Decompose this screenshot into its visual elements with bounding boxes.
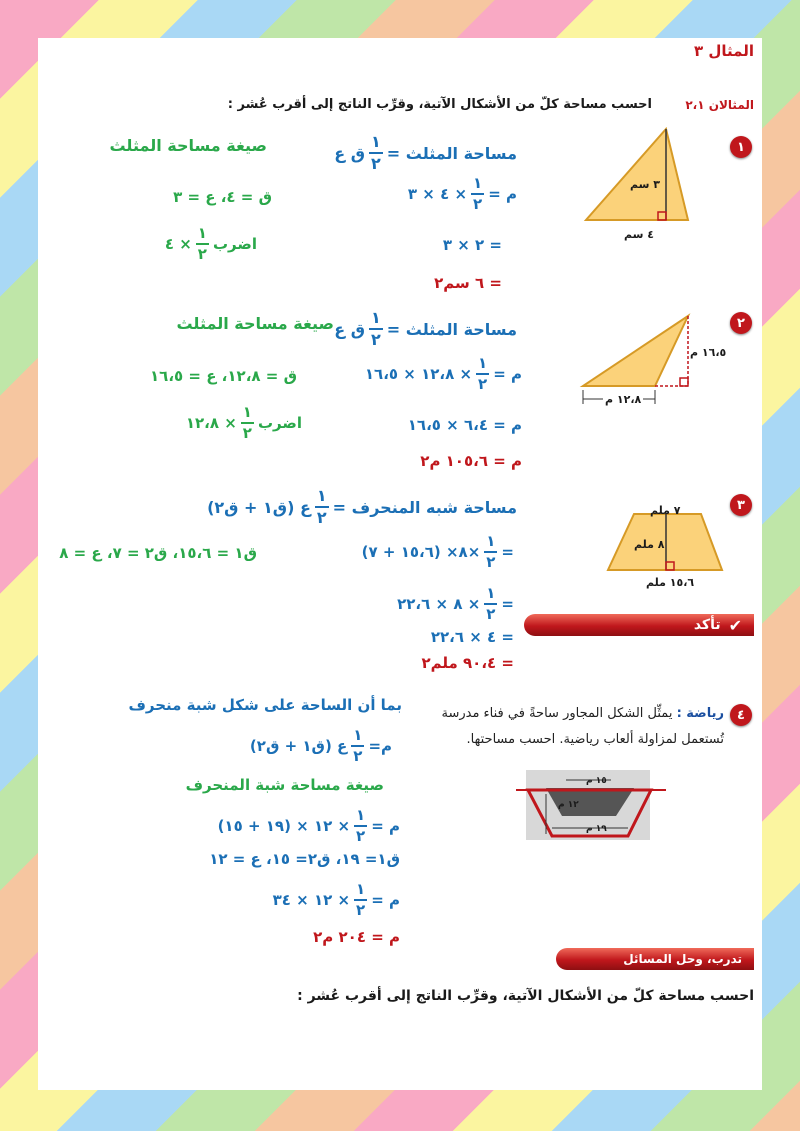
half-fraction: ١ ٢ — [356, 880, 366, 919]
problem-1-formula — [334, 134, 517, 172]
problem-4-result: م = ٢٠٤ م٢ — [313, 928, 400, 946]
problem-2-step2-note: اضرب ١ ٢ × ١٢،٨ — [185, 403, 302, 442]
practice-banner: تدرب، وحل المسائل — [556, 948, 754, 970]
playground-height-label: ١٢ م — [558, 800, 579, 810]
problem-4-line2: تُستعمل لمزاولة ألعاب رياضية. احسب مساحتها. — [466, 732, 724, 747]
problem-4-step1: م = ١ ٢ × ١٢ × (١٩ + ١٥) — [217, 806, 400, 845]
problem-4-line1: رياضة : يمثِّل الشكل المجاور ساحةً في فناء مدرسة — [441, 706, 724, 721]
problem-1-step2-note: اضرب ١ ٢ × ٤ — [164, 224, 257, 263]
page — [38, 38, 762, 1090]
half-fraction: ١ ٢ — [371, 308, 381, 349]
formula-lhs: مساحة المثلث = — [386, 143, 517, 163]
problem-4-note: بما أن الساحة على شكل شبة منحرف — [128, 696, 402, 714]
half-fraction: ١ ٢ — [197, 224, 207, 263]
half-fraction: ١ ٢ — [371, 132, 381, 173]
problem-1-result: = ٦ سم٢ — [434, 274, 502, 292]
problem-2-badge: ٢ — [730, 312, 752, 334]
problem-3-result: = ٩٠،٤ ملم٢ — [421, 654, 514, 672]
triangle-1-height-label: ٣ سم — [630, 178, 660, 191]
instruction-ref: المثالان ٢،١ — [685, 98, 754, 112]
trapezoid-3-figure — [606, 508, 726, 578]
problem-1-step1-note: ق = ٤، ع = ٣ — [173, 188, 272, 206]
problem-1-formula-label: صيغة مساحة المثلث — [109, 136, 267, 155]
triangle-2-base-label: ١٢،٨ م — [605, 393, 642, 406]
half-fraction: ١ ٢ — [486, 584, 496, 623]
check-icon: ✔ — [728, 615, 742, 635]
trapezoid-3-height-label: ٨ ملم — [634, 538, 665, 551]
half-fraction: ١ ٢ — [316, 486, 327, 527]
problem-4-formula: م= ١ ٢ ع (ق١ + ق٢) — [249, 726, 392, 765]
half-fraction: ١ ٢ — [356, 806, 366, 845]
trapezoid-3-top-label: ٧ ملم — [650, 504, 681, 517]
formula-rhs: ق ع — [334, 143, 366, 163]
problem-2-step1: م = ١ ٢ × ١٢،٨ × ١٦،٥ — [364, 354, 522, 393]
half-fraction: ١ ٢ — [486, 532, 496, 571]
check-banner: ✔ تأكد — [524, 614, 754, 636]
playground-top-label: ١٥ م — [586, 776, 607, 786]
problem-3-step1: = ١ ٢ ×٨× (١٥،٦ + ٧) — [361, 532, 514, 571]
practice-instruction: احسب مساحة كلّ من الأشكال الآتية، وقرِّب الناتج إلى أقرب عُشر : — [297, 988, 754, 1004]
problem-4-formula-label: صيغة مساحة شبة المنحرف — [185, 776, 384, 794]
example-title: المثال ٣ — [694, 42, 754, 60]
problem-1-step1: م = ١ ٢ × ٤ × ٣ — [407, 174, 517, 213]
problem-2-step1-note: ق = ١٢،٨، ع = ١٦،٥ — [150, 367, 297, 385]
playground-bottom-label: ١٩ م — [586, 824, 607, 834]
half-fraction: ١ ٢ — [478, 354, 488, 393]
problem-2-step2: م = ٦،٤ × ١٦،٥ — [407, 416, 522, 434]
problem-3-step2: = ١ ٢ × ٨ × ٢٢،٦ — [397, 584, 514, 623]
instruction-text: احسب مساحة كلّ من الأشكال الآتية، وقرِّب الناتج إلى أقرب عُشر : — [227, 97, 652, 112]
half-fraction: ١ ٢ — [473, 174, 483, 213]
half-fraction: ١ ٢ — [242, 403, 252, 442]
problem-2-formula-label: صيغة مساحة المثلث — [176, 314, 334, 333]
problem-4-values: ق١= ١٩، ق٢= ١٥، ع = ١٢ — [209, 850, 400, 868]
trapezoid-3-bottom-label: ١٥،٦ ملم — [646, 576, 695, 589]
problem-3-step3: = ٤ × ٢٢،٦ — [430, 628, 514, 646]
triangle-1-base-label: ٤ سم — [624, 228, 654, 241]
problem-2-formula: مساحة المثلث = ١ ٢ ق ع — [334, 308, 517, 349]
problem-3-step1-note: ق١ = ١٥،٦، ق٢ = ٧، ع = ٨ — [59, 544, 257, 562]
problem-1-step2: = ٢ × ٣ — [442, 236, 502, 254]
half-fraction: ١ ٢ — [353, 726, 363, 765]
problem-3-formula: مساحة شبه المنحرف = ١ ٢ ع (ق١ + ق٢) — [207, 486, 517, 527]
problem-4-title: رياضة : — [676, 706, 724, 721]
problem-2-result: م = ١٠٥،٦ م٢ — [420, 452, 522, 470]
triangle-2-height-label: ١٦،٥ م — [690, 346, 727, 359]
problem-4-badge: ٤ — [730, 704, 752, 726]
problem-4-step2: م = ١ ٢ × ١٢ × ٣٤ — [272, 880, 400, 919]
problem-1-badge: ١ — [730, 136, 752, 158]
problem-3-badge: ٣ — [730, 494, 752, 516]
